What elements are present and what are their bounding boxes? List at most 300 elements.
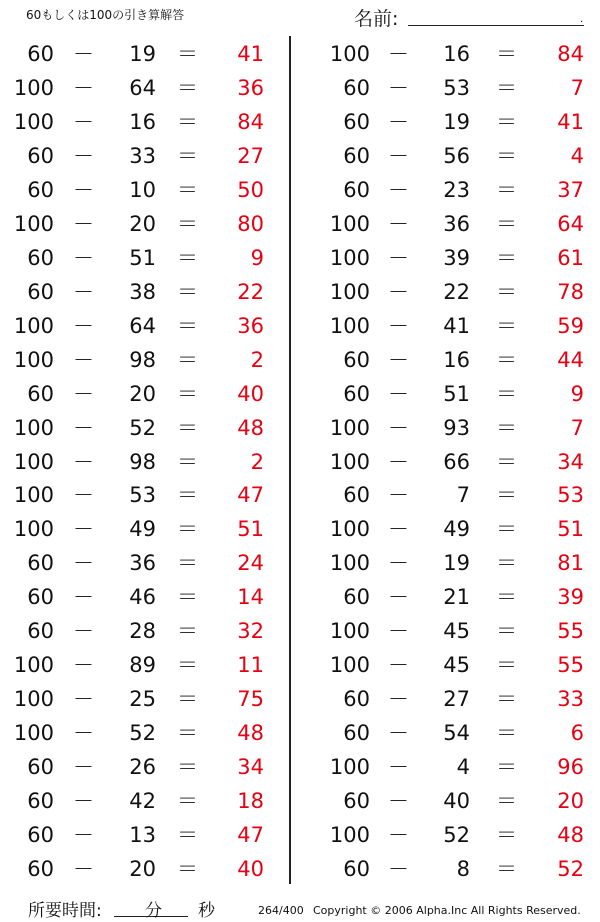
answer: 84 bbox=[237, 109, 264, 134]
subtrahend: 45 bbox=[443, 653, 470, 678]
equals-sign: ＝ bbox=[177, 483, 198, 508]
minus-sign: － bbox=[388, 789, 409, 814]
equals-sign: ＝ bbox=[496, 823, 517, 848]
answer: 37 bbox=[557, 177, 584, 202]
equals-sign: ＝ bbox=[177, 75, 198, 100]
minuend: 100 bbox=[13, 449, 54, 474]
subtrahend: 53 bbox=[129, 483, 156, 508]
problem-row bbox=[0, 37, 280, 71]
problem-row bbox=[316, 207, 596, 241]
minuend: 60 bbox=[343, 483, 370, 508]
equals-sign: ＝ bbox=[177, 449, 198, 474]
problem-row bbox=[0, 818, 280, 852]
minuend: 100 bbox=[329, 279, 370, 304]
minus-sign: － bbox=[73, 857, 94, 882]
minus-sign: － bbox=[73, 823, 94, 848]
problem-row bbox=[0, 614, 280, 648]
problem-row bbox=[316, 309, 596, 343]
minus-sign: － bbox=[388, 653, 409, 678]
minuend: 60 bbox=[27, 177, 54, 202]
subtrahend: 54 bbox=[443, 721, 470, 746]
equals-sign: ＝ bbox=[177, 585, 198, 610]
problem-row bbox=[316, 37, 596, 71]
minus-sign: － bbox=[388, 823, 409, 848]
subtrahend: 33 bbox=[129, 143, 156, 168]
answer: 7 bbox=[570, 75, 584, 100]
equals-sign: ＝ bbox=[496, 449, 517, 474]
minus-sign: － bbox=[73, 347, 94, 372]
minus-sign: － bbox=[388, 177, 409, 202]
minuend: 60 bbox=[343, 585, 370, 610]
answer: 47 bbox=[237, 823, 264, 848]
equals-sign: ＝ bbox=[496, 619, 517, 644]
name-end-dot: . bbox=[580, 14, 584, 25]
equals-sign: ＝ bbox=[177, 211, 198, 236]
answer: 59 bbox=[557, 313, 584, 338]
minuend: 100 bbox=[329, 245, 370, 270]
subtrahend: 52 bbox=[129, 721, 156, 746]
minuend: 60 bbox=[27, 755, 54, 780]
equals-sign: ＝ bbox=[177, 653, 198, 678]
minus-sign: － bbox=[73, 449, 94, 474]
minus-sign: － bbox=[388, 551, 409, 576]
minus-sign: － bbox=[73, 415, 94, 440]
minuend: 60 bbox=[27, 823, 54, 848]
answer: 2 bbox=[250, 347, 264, 372]
answer: 80 bbox=[237, 211, 264, 236]
minuend: 60 bbox=[343, 177, 370, 202]
minuend: 60 bbox=[27, 42, 54, 66]
problem-row bbox=[316, 546, 596, 580]
subtrahend: 42 bbox=[129, 789, 156, 814]
answer: 9 bbox=[570, 381, 584, 406]
equals-sign: ＝ bbox=[177, 143, 198, 168]
problem-row bbox=[316, 343, 596, 377]
equals-sign: ＝ bbox=[177, 245, 198, 270]
problem-row bbox=[0, 241, 280, 275]
problem-row bbox=[316, 716, 596, 750]
subtrahend: 36 bbox=[129, 551, 156, 576]
minus-sign: － bbox=[73, 245, 94, 270]
equals-sign: ＝ bbox=[496, 585, 517, 610]
answer: 81 bbox=[557, 551, 584, 576]
minuend: 60 bbox=[343, 789, 370, 814]
subtrahend: 25 bbox=[129, 687, 156, 712]
subtrahend: 13 bbox=[129, 823, 156, 848]
problem-row bbox=[0, 784, 280, 818]
answer: 20 bbox=[557, 789, 584, 814]
answer: 48 bbox=[557, 823, 584, 848]
problem-row bbox=[316, 275, 596, 309]
problem-row bbox=[0, 343, 280, 377]
answer: 55 bbox=[557, 653, 584, 678]
minus-sign: － bbox=[388, 517, 409, 542]
minus-sign: － bbox=[388, 585, 409, 610]
minuend: 60 bbox=[27, 619, 54, 644]
equals-sign: ＝ bbox=[496, 279, 517, 304]
minuend: 60 bbox=[343, 347, 370, 372]
subtrahend: 66 bbox=[443, 449, 470, 474]
equals-sign: ＝ bbox=[177, 415, 198, 440]
minuend: 100 bbox=[13, 653, 54, 678]
minuend: 60 bbox=[27, 143, 54, 168]
equals-sign: ＝ bbox=[177, 109, 198, 134]
problem-row bbox=[316, 478, 596, 512]
subtrahend: 27 bbox=[443, 687, 470, 712]
minus-sign: － bbox=[73, 551, 94, 576]
minus-sign: － bbox=[388, 143, 409, 168]
name-label: 名前: bbox=[354, 8, 399, 30]
subtrahend: 19 bbox=[443, 109, 470, 134]
problem-row bbox=[316, 648, 596, 682]
name-underline bbox=[408, 25, 584, 26]
equals-sign: ＝ bbox=[496, 381, 517, 406]
subtrahend: 20 bbox=[129, 857, 156, 882]
subtrahend: 38 bbox=[129, 279, 156, 304]
worksheet-title: 60もしくは100の引き算解答 bbox=[26, 8, 185, 22]
minus-sign: － bbox=[73, 75, 94, 100]
minus-sign: － bbox=[73, 755, 94, 780]
minuend: 100 bbox=[13, 347, 54, 372]
subtrahend: 49 bbox=[129, 517, 156, 542]
subtrahend: 22 bbox=[443, 279, 470, 304]
minuend: 100 bbox=[329, 551, 370, 576]
subtrahend: 45 bbox=[443, 619, 470, 644]
problem-row bbox=[0, 682, 280, 716]
equals-sign: ＝ bbox=[496, 789, 517, 814]
answer: 24 bbox=[237, 551, 264, 576]
minuend: 100 bbox=[329, 823, 370, 848]
problem-row bbox=[0, 648, 280, 682]
problem-row bbox=[0, 71, 280, 105]
equals-sign: ＝ bbox=[496, 347, 517, 372]
problem-row bbox=[316, 377, 596, 411]
subtrahend: 23 bbox=[443, 177, 470, 202]
problem-row bbox=[316, 105, 596, 139]
subtrahend: 98 bbox=[129, 347, 156, 372]
problem-row bbox=[0, 105, 280, 139]
minuend: 60 bbox=[27, 585, 54, 610]
answer: 39 bbox=[557, 585, 584, 610]
answer: 6 bbox=[570, 721, 584, 746]
equals-sign: ＝ bbox=[496, 721, 517, 746]
problem-row bbox=[0, 852, 280, 886]
minuend: 60 bbox=[343, 381, 370, 406]
minus-sign: － bbox=[388, 75, 409, 100]
equals-sign: ＝ bbox=[496, 42, 517, 66]
minuend: 60 bbox=[27, 381, 54, 406]
problem-row bbox=[0, 139, 280, 173]
subtrahend: 52 bbox=[129, 415, 156, 440]
minus-sign: － bbox=[388, 483, 409, 508]
minuend: 60 bbox=[343, 143, 370, 168]
equals-sign: ＝ bbox=[177, 721, 198, 746]
equals-sign: ＝ bbox=[496, 517, 517, 542]
problem-row bbox=[0, 546, 280, 580]
minuend: 100 bbox=[13, 75, 54, 100]
minuend: 100 bbox=[13, 483, 54, 508]
problem-row bbox=[316, 682, 596, 716]
answer: 61 bbox=[557, 245, 584, 270]
page-number: 264/400 bbox=[258, 904, 304, 917]
minus-sign: － bbox=[73, 687, 94, 712]
subtrahend: 40 bbox=[443, 789, 470, 814]
minuend: 60 bbox=[343, 75, 370, 100]
minuend: 100 bbox=[13, 687, 54, 712]
problem-row bbox=[316, 750, 596, 784]
minus-sign: － bbox=[73, 109, 94, 134]
minus-sign: － bbox=[388, 42, 409, 66]
minus-sign: － bbox=[73, 517, 94, 542]
minuend: 100 bbox=[13, 313, 54, 338]
problem-row bbox=[0, 750, 280, 784]
problem-row bbox=[0, 275, 280, 309]
problem-row bbox=[316, 512, 596, 546]
minus-sign: － bbox=[388, 857, 409, 882]
subtrahend: 46 bbox=[129, 585, 156, 610]
answer: 34 bbox=[557, 449, 584, 474]
subtrahend: 49 bbox=[443, 517, 470, 542]
answer: 11 bbox=[237, 653, 264, 678]
minus-sign: － bbox=[388, 245, 409, 270]
minus-sign: － bbox=[388, 449, 409, 474]
minus-sign: － bbox=[388, 381, 409, 406]
subtrahend: 89 bbox=[129, 653, 156, 678]
equals-sign: ＝ bbox=[177, 279, 198, 304]
answer: 40 bbox=[237, 857, 264, 882]
answer: 36 bbox=[237, 313, 264, 338]
answer: 9 bbox=[250, 245, 264, 270]
minus-sign: － bbox=[73, 177, 94, 202]
equals-sign: ＝ bbox=[496, 415, 517, 440]
minus-sign: － bbox=[388, 755, 409, 780]
subtrahend: 56 bbox=[443, 143, 470, 168]
problem-row bbox=[316, 411, 596, 445]
subtrahend: 8 bbox=[456, 857, 470, 882]
answer: 41 bbox=[557, 109, 584, 134]
minuend: 60 bbox=[27, 551, 54, 576]
answer: 27 bbox=[237, 143, 264, 168]
answer: 78 bbox=[557, 279, 584, 304]
problem-row bbox=[316, 241, 596, 275]
subtrahend: 20 bbox=[129, 211, 156, 236]
problem-row bbox=[316, 818, 596, 852]
equals-sign: ＝ bbox=[177, 789, 198, 814]
equals-sign: ＝ bbox=[177, 381, 198, 406]
equals-sign: ＝ bbox=[177, 687, 198, 712]
minus-sign: － bbox=[73, 211, 94, 236]
answer: 51 bbox=[557, 517, 584, 542]
equals-sign: ＝ bbox=[177, 857, 198, 882]
answer: 22 bbox=[237, 279, 264, 304]
minus-sign: － bbox=[388, 313, 409, 338]
equals-sign: ＝ bbox=[496, 755, 517, 780]
problem-row bbox=[0, 309, 280, 343]
subtrahend: 21 bbox=[443, 585, 470, 610]
equals-sign: ＝ bbox=[496, 109, 517, 134]
answer: 84 bbox=[557, 42, 584, 66]
answer: 55 bbox=[557, 619, 584, 644]
subtrahend: 36 bbox=[443, 211, 470, 236]
minuend: 60 bbox=[27, 279, 54, 304]
problem-row bbox=[316, 614, 596, 648]
minuend: 100 bbox=[329, 449, 370, 474]
minuend: 100 bbox=[13, 517, 54, 542]
subtrahend: 53 bbox=[443, 75, 470, 100]
minuend: 100 bbox=[329, 755, 370, 780]
minuend: 60 bbox=[27, 857, 54, 882]
answer: 7 bbox=[570, 415, 584, 440]
problem-row bbox=[316, 580, 596, 614]
minuend: 100 bbox=[329, 517, 370, 542]
subtrahend: 19 bbox=[443, 551, 470, 576]
minuend: 60 bbox=[343, 109, 370, 134]
subtrahend: 10 bbox=[129, 177, 156, 202]
equals-sign: ＝ bbox=[177, 551, 198, 576]
minuend: 100 bbox=[13, 415, 54, 440]
problem-row bbox=[0, 512, 280, 546]
subtrahend: 41 bbox=[443, 313, 470, 338]
answer: 2 bbox=[250, 449, 264, 474]
answer: 44 bbox=[557, 347, 584, 372]
answer: 41 bbox=[237, 42, 264, 66]
minuend: 60 bbox=[27, 245, 54, 270]
problem-row bbox=[0, 445, 280, 479]
answer: 48 bbox=[237, 721, 264, 746]
subtrahend: 39 bbox=[443, 245, 470, 270]
minuend: 60 bbox=[343, 857, 370, 882]
answer: 14 bbox=[237, 585, 264, 610]
problem-row bbox=[0, 580, 280, 614]
answer: 33 bbox=[557, 687, 584, 712]
minus-sign: － bbox=[73, 143, 94, 168]
minus-sign: － bbox=[388, 211, 409, 236]
problem-row bbox=[316, 784, 596, 818]
answer: 52 bbox=[557, 857, 584, 882]
minus-sign: － bbox=[388, 687, 409, 712]
minuend: 100 bbox=[13, 109, 54, 134]
minus-sign: － bbox=[73, 619, 94, 644]
subtrahend: 20 bbox=[129, 381, 156, 406]
minus-sign: － bbox=[73, 653, 94, 678]
answer: 4 bbox=[570, 143, 584, 168]
subtrahend: 16 bbox=[443, 347, 470, 372]
subtrahend: 4 bbox=[456, 755, 470, 780]
answer: 53 bbox=[557, 483, 584, 508]
subtrahend: 28 bbox=[129, 619, 156, 644]
problem-row bbox=[0, 478, 280, 512]
minus-sign: － bbox=[388, 279, 409, 304]
subtrahend: 52 bbox=[443, 823, 470, 848]
equals-sign: ＝ bbox=[496, 75, 517, 100]
answer: 36 bbox=[237, 75, 264, 100]
answer: 50 bbox=[237, 177, 264, 202]
minus-sign: － bbox=[73, 42, 94, 66]
equals-sign: ＝ bbox=[496, 245, 517, 270]
problem-row bbox=[0, 173, 280, 207]
answer: 32 bbox=[237, 619, 264, 644]
problem-row bbox=[316, 71, 596, 105]
minuend: 60 bbox=[27, 789, 54, 814]
equals-sign: ＝ bbox=[177, 42, 198, 66]
minuend: 100 bbox=[329, 42, 370, 66]
subtrahend: 16 bbox=[443, 42, 470, 66]
answer: 64 bbox=[557, 211, 584, 236]
problem-row bbox=[0, 377, 280, 411]
equals-sign: ＝ bbox=[496, 483, 517, 508]
answer: 40 bbox=[237, 381, 264, 406]
minuend: 100 bbox=[329, 653, 370, 678]
equals-sign: ＝ bbox=[496, 551, 517, 576]
minuend: 100 bbox=[329, 415, 370, 440]
subtrahend: 51 bbox=[443, 381, 470, 406]
minus-sign: － bbox=[73, 789, 94, 814]
minuend: 60 bbox=[343, 687, 370, 712]
equals-sign: ＝ bbox=[177, 347, 198, 372]
minus-sign: － bbox=[73, 279, 94, 304]
minuend: 100 bbox=[329, 619, 370, 644]
minuend: 60 bbox=[343, 721, 370, 746]
subtrahend: 98 bbox=[129, 449, 156, 474]
answer: 75 bbox=[237, 687, 264, 712]
minus-sign: － bbox=[388, 109, 409, 134]
subtrahend: 26 bbox=[129, 755, 156, 780]
minuend: 100 bbox=[13, 721, 54, 746]
minus-sign: － bbox=[388, 415, 409, 440]
problem-row bbox=[0, 716, 280, 750]
subtrahend: 16 bbox=[129, 109, 156, 134]
time-label: 所要時間: bbox=[28, 901, 102, 921]
answer: 51 bbox=[237, 517, 264, 542]
minus-sign: － bbox=[388, 721, 409, 746]
minuend: 100 bbox=[329, 211, 370, 236]
minus-sign: － bbox=[388, 619, 409, 644]
minus-sign: － bbox=[73, 585, 94, 610]
problem-row bbox=[316, 445, 596, 479]
minus-sign: － bbox=[73, 381, 94, 406]
equals-sign: ＝ bbox=[496, 653, 517, 678]
subtrahend: 64 bbox=[129, 313, 156, 338]
answer: 18 bbox=[237, 789, 264, 814]
subtrahend: 51 bbox=[129, 245, 156, 270]
column-divider bbox=[289, 36, 291, 884]
equals-sign: ＝ bbox=[496, 857, 517, 882]
equals-sign: ＝ bbox=[496, 211, 517, 236]
subtrahend: 64 bbox=[129, 75, 156, 100]
minus-sign: － bbox=[73, 313, 94, 338]
equals-sign: ＝ bbox=[177, 755, 198, 780]
problem-row bbox=[316, 852, 596, 886]
equals-sign: ＝ bbox=[496, 687, 517, 712]
equals-sign: ＝ bbox=[177, 517, 198, 542]
equals-sign: ＝ bbox=[496, 313, 517, 338]
subtrahend: 7 bbox=[456, 483, 470, 508]
problem-row bbox=[316, 139, 596, 173]
seconds-label: 秒 bbox=[198, 901, 215, 921]
minutes-label: 分 bbox=[145, 901, 162, 921]
equals-sign: ＝ bbox=[177, 177, 198, 202]
problem-row bbox=[316, 173, 596, 207]
subtrahend: 93 bbox=[443, 415, 470, 440]
answer: 34 bbox=[237, 755, 264, 780]
copyright-notice: Copyright © 2006 Alpha.Inc All Rights Reserved. bbox=[313, 904, 581, 917]
equals-sign: ＝ bbox=[177, 313, 198, 338]
minus-sign: － bbox=[388, 347, 409, 372]
minuend: 100 bbox=[329, 313, 370, 338]
minus-sign: － bbox=[73, 483, 94, 508]
minus-sign: － bbox=[73, 721, 94, 746]
answer: 48 bbox=[237, 415, 264, 440]
